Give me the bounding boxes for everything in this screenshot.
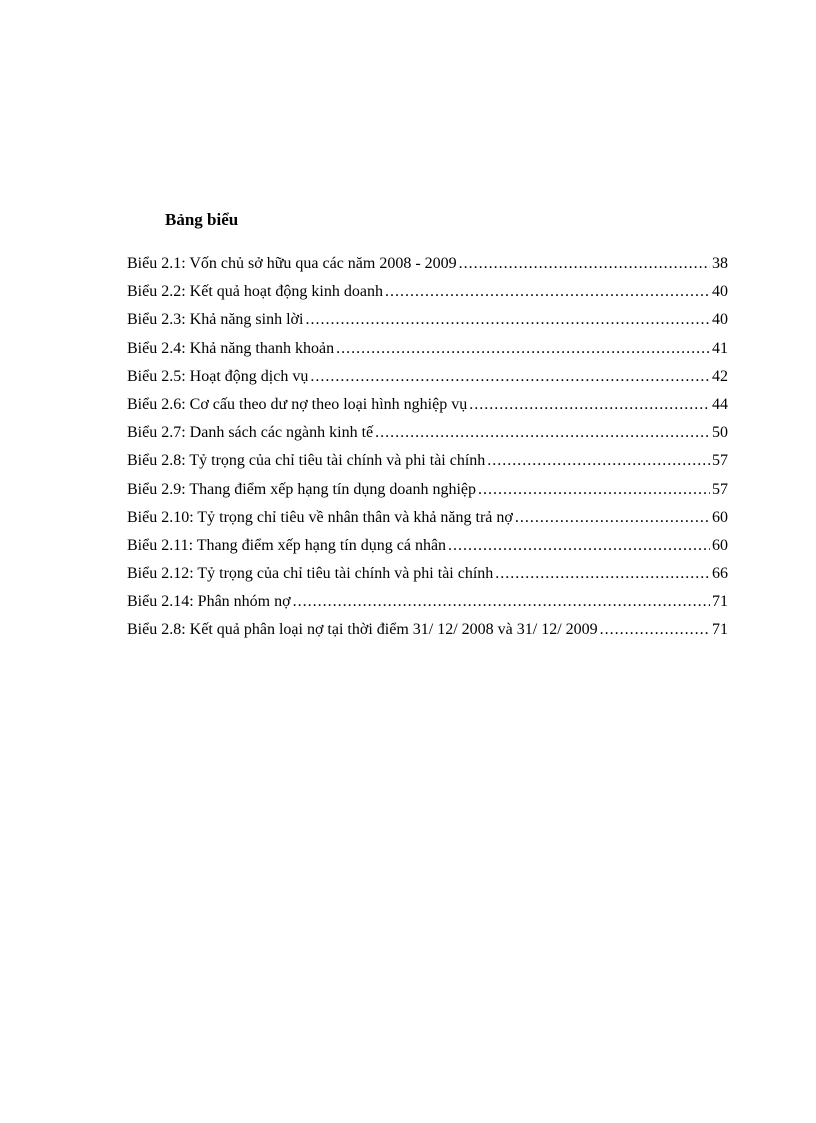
toc-entry-2-8-debt (127, 621, 728, 649)
toc-entry-label: Biểu 2.4: Khả năng thanh khoản (127, 339, 335, 357)
toc-entry-2-6 (127, 396, 728, 424)
dot-leader (515, 509, 710, 527)
toc-entry-page: 60 (712, 508, 728, 526)
dot-leader (310, 368, 710, 386)
toc-entry-label: Biểu 2.11: Thang điểm xếp hạng tín dụng cá nhân (127, 536, 447, 554)
dot-leader (375, 424, 710, 442)
toc-entry-2-4 (127, 340, 728, 368)
dot-leader (469, 396, 710, 414)
toc-entry-label: Biểu 2.3: Khả năng sinh lời (127, 311, 304, 329)
toc-entry-2-7 (127, 424, 728, 452)
toc-entry-2-1 (127, 255, 728, 283)
toc-entry-page: 57 (712, 480, 728, 498)
toc-entry-page: 44 (712, 395, 728, 413)
dot-leader (478, 481, 710, 499)
toc-entry-page: 38 (712, 255, 728, 272)
toc-entry-2-12 (127, 565, 728, 593)
toc-entry-page: 41 (712, 339, 728, 357)
toc-entry-page: 40 (712, 283, 728, 301)
toc-entry-2-14 (127, 593, 728, 621)
toc-entry-2-3 (127, 311, 728, 339)
toc-entry-label: Biểu 2.14: Phân nhóm nợ (127, 593, 291, 611)
dot-leader (448, 537, 710, 555)
toc-entry-label: Biểu 2.10: Tỷ trọng chỉ tiêu về nhân thân và khả năng trả nợ (127, 508, 513, 526)
toc-entry-2-10 (127, 509, 728, 537)
dot-leader (487, 452, 710, 470)
toc-entry-page: 71 (712, 593, 728, 611)
toc-entry-page: 42 (712, 367, 728, 385)
dot-leader (336, 340, 710, 358)
toc-entry-label: Biểu 2.8: Tỷ trọng của chỉ tiêu tài chính và phi tài chính (127, 452, 486, 470)
dot-leader (293, 593, 710, 611)
toc-entry-label: Biểu 2.5: Hoạt động dịch vụ (127, 367, 309, 385)
toc-entry-page: 57 (712, 452, 728, 470)
toc-entry-page: 71 (712, 621, 728, 639)
toc-entry-page: 60 (712, 536, 728, 554)
toc-entry-label: Biểu 2.2: Kết quả hoạt động kinh doanh (127, 283, 383, 301)
toc-entry-2-5 (127, 368, 728, 396)
toc-entry-label: Biểu 2.8: Kết quả phân loại nợ tại thời điểm 31/ 12/ 2008 và 31/ 12/ 2009 (127, 621, 598, 639)
toc-entry-2-9 (127, 481, 728, 509)
dot-leader (600, 621, 710, 639)
dot-leader (305, 311, 710, 329)
dot-leader (495, 565, 710, 583)
section-heading: Bảng biểu (165, 210, 239, 229)
toc-entry-label: Biểu 2.9: Thang điểm xếp hạng tín dụng doanh nghiệp (127, 480, 476, 498)
toc-entry-label: Biểu 2.1: Vốn chủ sở hữu qua các năm 2008 - 2009 (127, 255, 457, 272)
toc-entry-2-8 (127, 452, 728, 480)
toc-entry-page: 40 (712, 311, 728, 329)
toc-entry-label: Biểu 2.7: Danh sách các ngành kinh tế (127, 424, 374, 442)
toc-entry-2-11 (127, 537, 728, 565)
toc-entry-2-2 (127, 283, 728, 311)
toc-entry-label: Biểu 2.12: Tỷ trọng của chỉ tiêu tài chính và phi tài chính (127, 565, 494, 583)
toc-entry-page: 50 (712, 424, 728, 442)
table-list (127, 255, 728, 650)
toc-entry-label: Biểu 2.6: Cơ cấu theo dư nợ theo loại hình nghiệp vụ (127, 395, 468, 413)
dot-leader (385, 283, 710, 301)
toc-entry-page: 66 (712, 565, 728, 583)
dot-leader (459, 255, 710, 273)
